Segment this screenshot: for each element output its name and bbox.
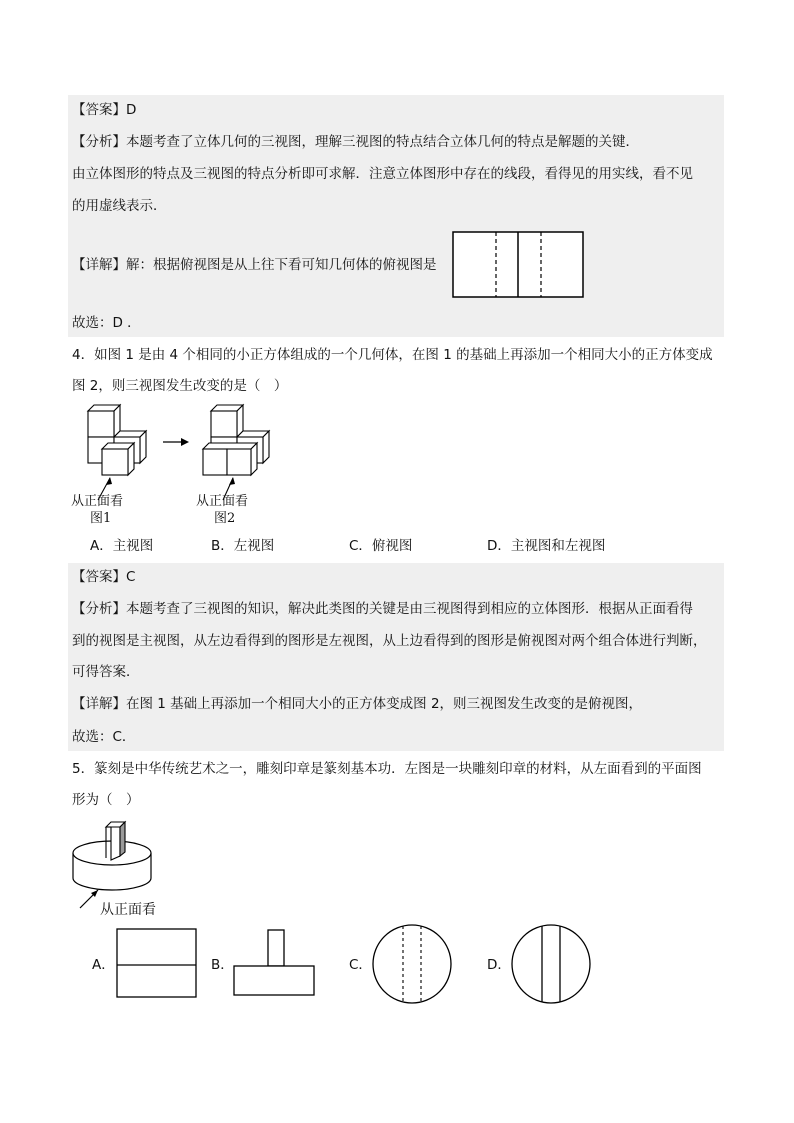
analysis-line-1: 【分析】本题考查了立体几何的三视图，理解三视图的特点结合立体几何的特点是解题的关键． bbox=[72, 134, 639, 150]
conclusion-q4: 故选：C． bbox=[72, 729, 136, 745]
option-d-figure bbox=[511, 924, 593, 1004]
question-5-stem-line-2: 形为（ ） bbox=[72, 792, 140, 808]
option-a-q4[interactable]: A．主视图 bbox=[90, 538, 154, 554]
figure-1-view-label: 从正面看 bbox=[71, 494, 124, 509]
transform-arrow-icon bbox=[163, 437, 189, 447]
analysis-q4-line-1: 【分析】本题考查了三视图的知识，解决此类图的关键是由三视图得到相应的立体图形．根据从正面看得 bbox=[72, 601, 693, 617]
option-a-q5[interactable]: A． bbox=[92, 957, 115, 973]
figure-2-label: 图2 bbox=[214, 511, 236, 526]
analysis-q4-line-2: 到的视图是主视图，从左边看得到的图形是左视图，从上边看得到的图形是俯视图对两个组合体进行判断， bbox=[72, 633, 707, 649]
option-a-figure bbox=[116, 928, 198, 999]
option-b-q5[interactable]: B． bbox=[211, 957, 234, 973]
top-view-figure bbox=[452, 231, 584, 298]
conclusion-q3: 故选：D ． bbox=[72, 315, 141, 331]
option-c-figure bbox=[372, 924, 454, 1004]
detail-line-q3: 【详解】解：根据俯视图是从上往下看可知几何体的俯视图是 bbox=[72, 257, 437, 273]
question-5-stem-line-1: 5．篆刻是中华传统艺术之一，雕刻印章是篆刻基本功．左图是一块雕刻印章的材料，从左面看到的平面图 bbox=[72, 761, 702, 777]
answer-block-q4 bbox=[68, 563, 724, 751]
answer-label-q4: 【答案】C bbox=[72, 569, 136, 585]
analysis-q4-line-3: 可得答案． bbox=[72, 664, 140, 680]
analysis-line-3: 的用虚线表示． bbox=[72, 198, 167, 214]
option-c-q5[interactable]: C． bbox=[349, 957, 372, 973]
option-d-q5[interactable]: D． bbox=[487, 957, 511, 973]
question-4-stem-line-1: 4．如图 1 是由 4 个相同的小正方体组成的一个几何体，在图 1 的基础上再添加一个相同大小的正方体变成 bbox=[72, 347, 713, 363]
figure-1-label: 图1 bbox=[90, 511, 112, 526]
seal-view-label: 从正面看 bbox=[100, 902, 156, 918]
answer-label-q3: 【答案】D bbox=[72, 102, 137, 118]
option-b-q4[interactable]: B．左视图 bbox=[211, 538, 275, 554]
detail-line-q4: 【详解】在图 1 基础上再添加一个相同大小的正方体变成图 2，则三视图发生改变的是俯视图， bbox=[72, 696, 643, 712]
option-c-q4[interactable]: C．俯视图 bbox=[349, 538, 413, 554]
option-b-figure bbox=[233, 929, 317, 997]
option-d-q4[interactable]: D．主视图和左视图 bbox=[487, 538, 606, 554]
figure-2-cubes bbox=[203, 405, 273, 485]
figure-1-cubes bbox=[80, 405, 150, 485]
figure-2-view-label: 从正面看 bbox=[196, 494, 249, 509]
analysis-line-2: 由立体图形的特点及三视图的特点分析即可求解．注意立体图形中存在的线段，看得见的用实线，看不见 bbox=[72, 166, 693, 182]
question-4-stem-line-2: 图 2，则三视图发生改变的是（ ） bbox=[72, 378, 288, 394]
